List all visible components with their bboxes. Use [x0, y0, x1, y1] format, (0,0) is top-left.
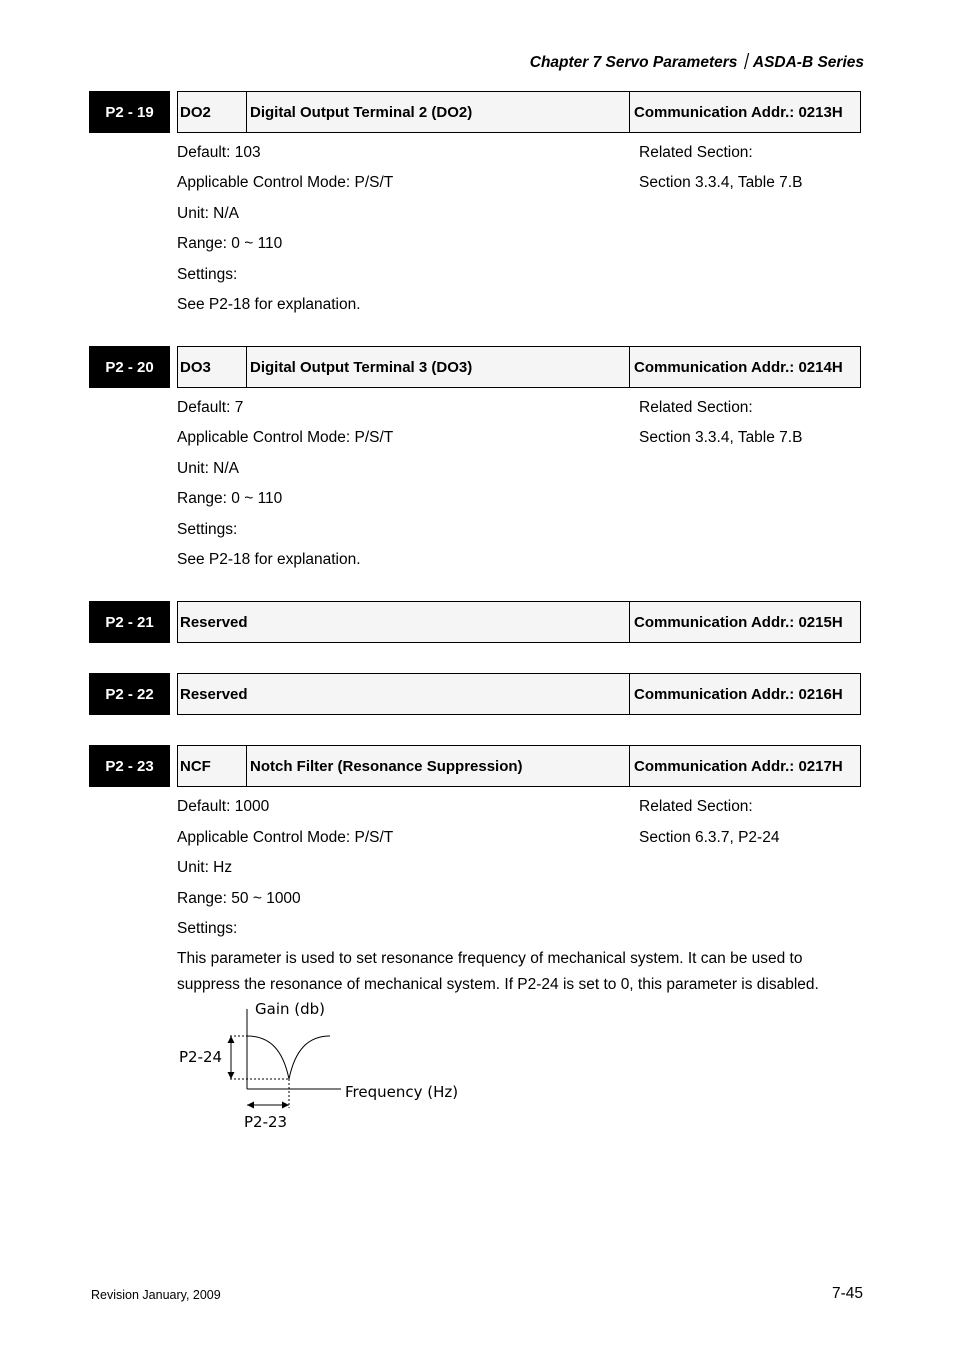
param-name: Digital Output Terminal 2 (DO2) [250, 103, 473, 121]
param-range: Range: 0 ~ 110 [177, 235, 283, 252]
param-abbr: DO2 [178, 92, 247, 132]
param-name: Digital Output Terminal 3 (DO3) [250, 358, 473, 376]
param-abbr: NCF [178, 746, 247, 786]
param-settings-text: See P2-18 for explanation. [177, 551, 361, 568]
param-info-box [177, 745, 861, 787]
param-unit: Unit: Hz [177, 859, 233, 876]
p2-24-label: P2-24 [179, 1048, 223, 1066]
param-settings-text: See P2-18 for explanation. [177, 296, 361, 313]
param-abbr: DO3 [178, 347, 247, 387]
notch-filter-diagram [170, 995, 480, 1140]
revision-footer: Revision January, 2009 [91, 1288, 221, 1302]
related-section-label: Related Section: [639, 144, 753, 161]
param-mode: Applicable Control Mode: P/S/T [177, 829, 394, 846]
param-mode: Applicable Control Mode: P/S/T [177, 429, 394, 446]
param-addr: Communication Addr.: 0214H [629, 347, 860, 387]
param-info-box [177, 601, 861, 643]
param-header-p2-19 [89, 91, 861, 133]
frequency-arrow-right-icon [282, 1102, 289, 1109]
page-header: Chapter 7 Servo Parameters｜ASDA-B Series [529, 54, 864, 71]
param-settings-text-1: This parameter is used to set resonance frequency of mechanical system. It can be used to [177, 950, 803, 967]
param-name: Notch Filter (Resonance Suppression) [250, 757, 523, 775]
param-id: P2 - 22 [89, 673, 170, 715]
param-settings-label: Settings: [177, 266, 238, 283]
frequency-arrow-left-icon [247, 1102, 254, 1109]
param-header-p2-20 [89, 346, 861, 388]
param-name: Reserved [180, 613, 248, 631]
param-default: Default: 1000 [177, 798, 270, 815]
gain-label: Gain (db) [255, 1000, 326, 1018]
param-unit: Unit: N/A [177, 205, 240, 222]
param-id: P2 - 21 [89, 601, 170, 643]
related-section-value: Section 3.3.4, Table 7.B [639, 429, 803, 446]
param-settings-label: Settings: [177, 920, 238, 937]
param-name: Reserved [180, 685, 248, 703]
notch-curve [247, 1036, 330, 1079]
param-info-box [177, 673, 861, 715]
param-info-box [177, 91, 861, 133]
related-section-label: Related Section: [639, 399, 753, 416]
related-section-value: Section 3.3.4, Table 7.B [639, 174, 803, 191]
related-section-label: Related Section: [639, 798, 753, 815]
param-addr: Communication Addr.: 0213H [629, 92, 860, 132]
page-number: 7-45 [831, 1285, 863, 1302]
param-addr: Communication Addr.: 0215H [629, 602, 860, 642]
param-id: P2 - 20 [89, 346, 170, 388]
param-settings-label: Settings: [177, 521, 238, 538]
param-range: Range: 50 ~ 1000 [177, 890, 301, 907]
param-settings-text-2: suppress the resonance of mechanical system. If P2-24 is set to 0, this parameter is disabled. [177, 976, 819, 993]
param-id: P2 - 23 [89, 745, 170, 787]
depth-arrow-down-icon [228, 1072, 235, 1079]
param-header-p2-21 [89, 601, 861, 643]
param-mode: Applicable Control Mode: P/S/T [177, 174, 394, 191]
param-header-p2-22 [89, 673, 861, 715]
param-unit: Unit: N/A [177, 460, 240, 477]
param-default: Default: 7 [177, 399, 244, 416]
param-range: Range: 0 ~ 110 [177, 490, 283, 507]
param-info-box [177, 346, 861, 388]
frequency-label: Frequency (Hz) [345, 1083, 459, 1101]
depth-arrow-up-icon [228, 1036, 235, 1043]
param-addr: Communication Addr.: 0217H [629, 746, 860, 786]
param-id: P2 - 19 [89, 91, 170, 133]
param-header-p2-23 [89, 745, 861, 787]
p2-23-label: P2-23 [244, 1113, 288, 1131]
param-default: Default: 103 [177, 144, 261, 161]
related-section-value: Section 6.3.7, P2-24 [639, 829, 780, 846]
param-addr: Communication Addr.: 0216H [629, 674, 860, 714]
